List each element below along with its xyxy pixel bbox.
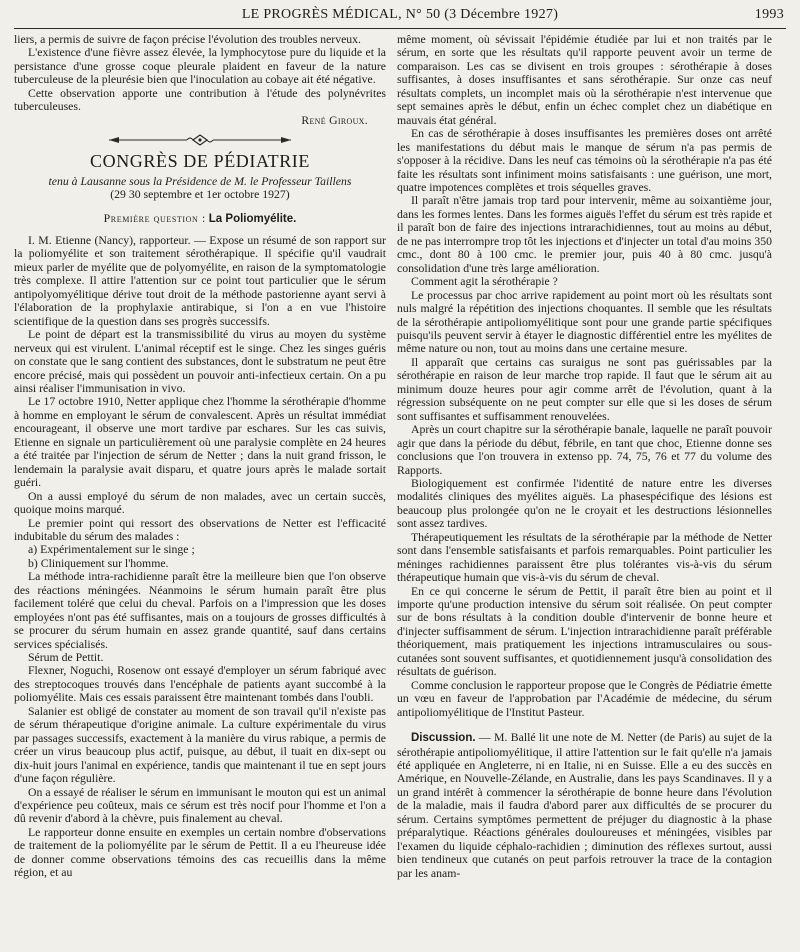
- paragraph: I. M. Etienne (Nancy), rapporteur. — Expose un résumé de son rapport sur la poliomyélite et son traitement sérothérapique. Il spécifie qu'il vaudrait mieux parler de myélite que de polyomyélite, en raison de la symptomatologie très complexe. Il attire l'attention sur ce point tout particulier que le sérum antipolyomyélitique dérive tout droit de la méthode pastorienne ayant servi à l'élaboration de la prophylaxie antirabique, si l'on a en vue l'histoire scientifique de la question dans ses progrès successifs.: [14, 233, 386, 328]
- paragraph: Le rapporteur donne ensuite en exemples un certain nombre d'observations de traitement de la poliomyélite par le sérum de Pettit. Il a eu l'heureuse idée de donner comme observations témoins des cas recueillis dans la même région, et au: [14, 825, 386, 880]
- paragraph: Après un court chapitre sur la sérothérapie banale, laquelle ne paraît pouvoir agir que dans la période du début, fébrile, en tant que choc, Etienne donne ses conclusions que l'on trouvera in extenso pp. 74, 75, 76 et 77 du volume des Rapports.: [397, 423, 772, 477]
- discussion-paragraph: [397, 731, 772, 880]
- question-heading: Première question : La Poliomyélite.: [103, 211, 297, 225]
- paragraph: Thérapeutiquement les résultats de la sérothérapie par la méthode de Netter sont dans l'ensemble satisfaisants et parfois remarquables. Point particulier les méninges rachidiennes paraissent être plus tolérantes vis-à-vis du sérum thérapeutique humain que vis-à-vis du sérum de cheval.: [397, 530, 772, 585]
- paragraph: Comment agit la sérothérapie ?: [411, 275, 558, 289]
- paragraph: même moment, où sévissait l'épidémie étudiée par lui et non traités par le sérum, en sorte que les résultats qu'il rapporte peuvent avoir un terme de comparaison. Les cas se divisent en trois groupes : sérothérapie à doses suffisantes, à doses insuffisantes et sans sérothérapie. Sur onze cas neuf résultats complets, un incomplet mais où la sérothérapie n'est intervenue que sept semaines après le début, enfin un échec complet chez un diabétique en mauvais état général.: [397, 33, 772, 127]
- page-number: 1993: [754, 7, 784, 22]
- paragraph: Comme conclusion le rapporteur propose que le Congrès de Pédiatrie émette un vœu en faveur de l'approbation par l'Académie de médecine, du sérum antipoliomyélitique de l'Institut Pasteur.: [397, 678, 772, 719]
- section-title: CONGRÈS DE PÉDIATRIE: [89, 151, 310, 172]
- paragraph: Flexner, Noguchi, Rosenow ont essayé d'employer un sérum fabriqué avec des streptocoques trouvés dans l'encéphale de patients ayant succombé à la poliomyélite. Mais ces essais paraissent être maintenant tombés dans l'oubli.: [14, 664, 386, 705]
- author-signature: René Giroux.: [301, 113, 368, 127]
- paragraph: On a essayé de réaliser le sérum en immunisant le mouton qui est un animal d'expérience peu coûteux, mais ce sérum est très nocif pour l'homme et l'on a dû revenir d'abord à la chèvre, puis finalement au cheval.: [14, 785, 386, 826]
- section-subtitle: tenu à Lausanne sous la Présidence de M. le Professeur Taillens: [48, 174, 352, 188]
- paragraph: L'existence d'une fièvre assez élevée, la lymphocytose pure du liquide et la persistance d'une grosse coque pleurale plaident en faveur de la nature tuberculeuse de la pleurésie bien que l'inoculation au cobaye ait été négative.: [14, 46, 386, 87]
- paragraph: En cas de sérothérapie à doses insuffisantes les premières doses ont arrêté les manifestations du début mais le manque de sérum n'a pas permis de s'opposer à la récidive. Dans les neuf cas témoins où la sérothérapie n'a pas été faite les résultats sont infiniment moins satisfaisants : une guérison, une mort, quatre impotences complètes et trois séquelles graves.: [397, 127, 772, 194]
- paragraph: Le point de départ est la transmissibilité du virus au moyen du système nerveux qui est virulent. L'animal réceptif est le singe. Chez les singes guéris on constate que le sang contient des substances, dont le substratum ne peut être encore précisé, mais qui possèdent un pouvoir anti-infectieux certain. On a pu ainsi réaliser l'immunisation in vivo.: [14, 328, 386, 395]
- paragraph: liers, a permis de suivre de façon précise l'évolution des troubles nerveux.: [14, 33, 361, 46]
- discussion-text: — M. Ballé lit une note de M. Netter (de Paris) au sujet de la sérothérapie antipoliomyélitique, il attire l'attention sur le fait qu'elle n'a jamais été appliquée en Angleterre, ni en Italie, ni en Suisse. Elle a eu des succès en Amérique, en Nouvelle-Zélande, en Australie, dans les pays Scandinaves. Il y a un grand intérêt à commencer la sérothérapie de bonne heure dans l'évolution de la maladie, mais il faudra d'abord parer aux difficultés de se procurer du sérum. Certains symptômes permettent de préjuger du diagnostic à la phase préparalytique. Réactions générales douloureuses et méningées, visibles par l'examen du liquide céphalo-rachidien ; diminution des réflexes surtout, aussi bien tendineux que cutanés on peut parfois retrouver la trace de la contagion par les anam-: [397, 731, 772, 880]
- right-column: [397, 33, 772, 948]
- paragraph: Cette observation apporte une contribution à l'étude des polynévrites tuberculeuses.: [14, 86, 386, 114]
- paragraph: Sérum de Pettit.: [28, 651, 104, 665]
- paragraph: On a aussi employé du sérum de non malades, avec un certain succès, quoique moins marqué.: [14, 489, 386, 517]
- page-header: [14, 5, 786, 27]
- list-item: b) Cliniquement sur l'homme.: [28, 556, 169, 570]
- section-dates: (29 30 septembre et 1er octobre 1927): [110, 188, 290, 202]
- paragraph: Biologiquement est confirmée l'identité de nature entre les diverses modalités cliniques des myélites aiguës. La phasespécifique des lésions est beaucoup plus prolongée qu'on ne le croyait et les destructions lésionnelles sont assez tardives.: [397, 476, 772, 531]
- paragraph: Le processus par choc arrive rapidement au point mort où les résultats sont nuls malgré la répétition des injections choquantes. Il semble que les résultats de la sérothérapie antipoliomyélitique sont pour une grande partie spécifiques puisqu'ils peuvent servir à étayer le diagnostic différentiel entre les myélites de même nature ou non, tout au moins dans une certaine mesure.: [397, 288, 772, 356]
- discussion-label: Discussion.: [411, 732, 476, 745]
- paragraph: Le 17 octobre 1910, Netter applique chez l'homme la sérothérapie d'homme à homme en employant le sérum de convalescent. Après un résultat immédiat encourageant, il observe une mort tardive par eschares. Sur les cas suivis, Etienne en signale un particulièrement où une paralysie complète en 24 heures a été traitée par l'injection de sérum de Netter ; dans la nuit grand frisson, le lendemain la paralysie avait disparu, et quatre jours après le malade sortait guéri.: [14, 395, 386, 490]
- paragraph: La méthode intra-rachidienne paraît être la meilleure bien que l'on observe des réactions méningées. Néanmoins le sérum humain paraît être plus facilement toléré que celui du cheval. Parfois on a l'impression que les doses employées n'ont pas été suffisantes, mais on a toujours de grosses difficultés à se procurer du sérum humain en assez grande quantité, sauf dans certains services spécialisés.: [14, 570, 386, 651]
- paragraph: En ce qui concerne le sérum de Pettit, il paraît être bien au point et il importe qu'une production intensive du sérum soit réalisée. On peut compter sur de bons résultats à la condition double d'intervenir de bonne heure et d'injecter suffisamment de sérum. L'injection intrarachidienne paraît préférable théoriquement, mais pratiquement les injections intramusculaires ou sous-cutanées sont souvent suffisantes, et quotidiennement jusqu'à consolidation des résultats de guérison.: [397, 584, 772, 679]
- left-column: [14, 33, 386, 948]
- ornament-divider-icon: [105, 133, 295, 147]
- journal-title: LE PROGRÈS MÉDICAL, N° 50 (3 Décembre 1927): [241, 7, 559, 22]
- paragraph: Salanier est obligé de constater au moment de son travail qu'il n'existe pas de sérum thérapeutique d'origine animale. La culture expérimentale du virus par passages successifs, exactement à la manière du virus rabique, a permis de créer un virus beaucoup plus actif, puisque, au début, il tuait en dix-sept ou dix-huit jours l'animal en expérience, tandis que maintenant il tue en sept jours d'une façon régulière.: [14, 704, 386, 786]
- paragraph: Il apparaît que certains cas suraigus ne sont pas guérissables par la sérothérapie en raison de leur marche trop rapide. Il faut que le sérum ait au minimum douze heures pour agir comme arrêt de l'évolution, quant à la régression subséquente on ne peut compter sur elle que si les doses de sérum sont suffisantes et suffisamment renouvelées.: [397, 355, 772, 423]
- list-item: a) Expérimentalement sur le singe ;: [28, 543, 195, 557]
- paragraph: Le premier point qui ressort des observations de Netter est l'efficacité indubitable du sérum des malades :: [14, 516, 386, 543]
- paragraph: Il paraît n'être jamais trop tard pour intervenir, même au soixantième jour, dans les formes lentes. Dans les formes aiguës l'effet du sérum est très rapide et il paraît bon de faire des injections intrarachidiennes, tout au moins au début, de ne pas interrompre trop tôt les injections et d'injecter un total d'au moins 350 cmc., dont 80 à 100 cmc. le premier jour, puis 40 à 80 cmc. jusqu'à consolidation d'une très large amélioration.: [397, 194, 772, 275]
- header-rule: [14, 28, 786, 29]
